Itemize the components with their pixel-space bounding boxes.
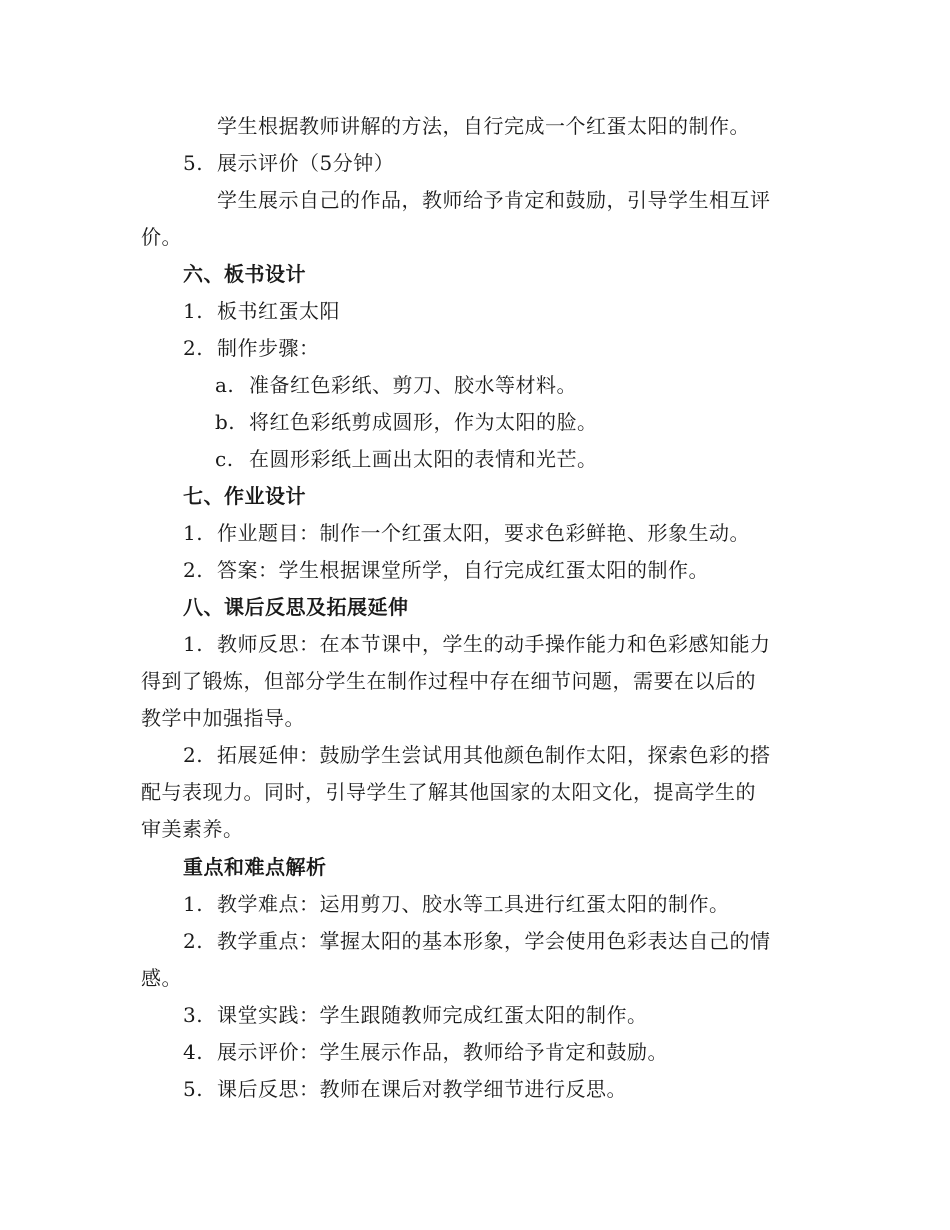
- list-number: 5.: [183, 151, 204, 175]
- list-text: 答案：学生根据课堂所学，自行完成红蛋太阳的制作。: [217, 558, 709, 582]
- paragraph-line: 审美素养。: [141, 817, 244, 841]
- sub-list-item: [215, 371, 577, 399]
- list-number: 3.: [183, 1003, 204, 1027]
- list-text: 展示评价（5分钟）: [217, 151, 395, 175]
- list-item: [183, 890, 730, 918]
- section-heading: 重点和难点解析: [183, 855, 327, 879]
- list-item: [183, 1075, 627, 1103]
- list-letter: c.: [215, 447, 234, 471]
- section-heading: 六、板书设计: [183, 262, 306, 286]
- list-number: 2.: [183, 558, 204, 582]
- list-number: 5.: [183, 1077, 204, 1101]
- paragraph-line: 教学中加强指导。: [141, 706, 305, 730]
- list-text: 作业题目：制作一个红蛋太阳，要求色彩鲜艳、形象生动。: [217, 521, 750, 545]
- list-text: 制作步骤：: [217, 336, 320, 360]
- list-text: 展示评价：学生展示作品，教师给予肯定和鼓励。: [217, 1040, 668, 1064]
- list-text: 在圆形彩纸上画出太阳的表情和光芒。: [249, 447, 598, 471]
- list-item: [183, 630, 771, 658]
- list-number: 1.: [183, 299, 204, 323]
- list-number: 2.: [183, 929, 204, 953]
- list-text: 将红色彩纸剪成圆形，作为太阳的脸。: [249, 410, 598, 434]
- list-number: 2.: [183, 336, 204, 360]
- list-item: [183, 519, 750, 547]
- section-heading: 八、课后反思及拓展延伸: [183, 595, 409, 619]
- list-item: [183, 334, 320, 362]
- list-item: [183, 1038, 668, 1066]
- list-item: [183, 297, 340, 325]
- list-letter: b.: [215, 410, 236, 434]
- list-item: [183, 1001, 648, 1029]
- list-item: [183, 556, 709, 584]
- sub-list-item: [215, 408, 598, 436]
- paragraph-line: 价。: [141, 225, 182, 249]
- list-letter: a.: [215, 373, 235, 397]
- list-item: [183, 149, 394, 177]
- list-text: 教学重点：掌握太阳的基本形象，学会使用色彩表达自己的情: [217, 929, 771, 953]
- list-text: 教师反思：在本节课中，学生的动手操作能力和色彩感知能力: [217, 632, 771, 656]
- list-number: 1.: [183, 521, 204, 545]
- list-text: 板书红蛋太阳: [217, 299, 340, 323]
- list-text: 拓展延伸：鼓励学生尝试用其他颜色制作太阳，探索色彩的搭: [217, 743, 771, 767]
- section-heading: 七、作业设计: [183, 484, 306, 508]
- list-item: [183, 741, 771, 769]
- list-text: 课堂实践：学生跟随教师完成红蛋太阳的制作。: [217, 1003, 648, 1027]
- list-number: 2.: [183, 743, 204, 767]
- list-number: 1.: [183, 632, 204, 656]
- list-number: 4.: [183, 1040, 204, 1064]
- paragraph-line: 得到了锻炼，但部分学生在制作过程中存在细节问题，需要在以后的: [141, 669, 756, 693]
- paragraph-line: 学生根据教师讲解的方法，自行完成一个红蛋太阳的制作。: [217, 114, 750, 138]
- list-number: 1.: [183, 892, 204, 916]
- list-text: 教学难点：运用剪刀、胶水等工具进行红蛋太阳的制作。: [217, 892, 730, 916]
- list-text: 准备红色彩纸、剪刀、胶水等材料。: [249, 373, 577, 397]
- sub-list-item: [215, 445, 598, 473]
- paragraph-line: 学生展示自己的作品，教师给予肯定和鼓励，引导学生相互评: [217, 188, 771, 212]
- paragraph-line: 配与表现力。同时，引导学生了解其他国家的太阳文化，提高学生的: [141, 780, 756, 804]
- list-text: 课后反思：教师在课后对教学细节进行反思。: [217, 1077, 627, 1101]
- list-item: [183, 927, 771, 955]
- paragraph-line: 感。: [141, 966, 182, 990]
